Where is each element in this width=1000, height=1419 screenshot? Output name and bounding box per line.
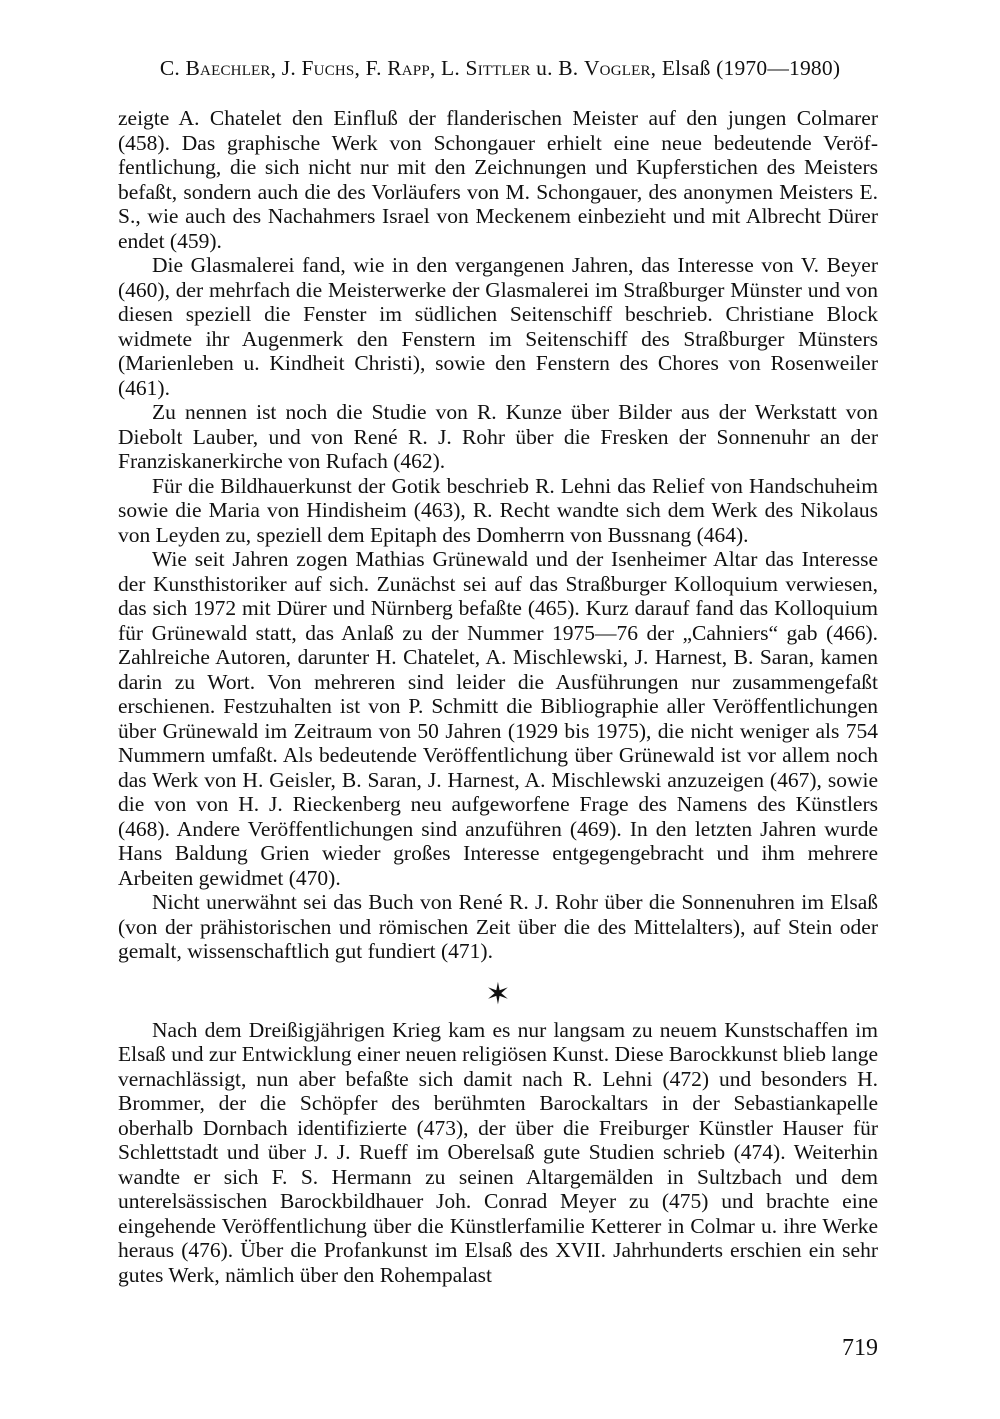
header-author-3-initial: , F. [354, 56, 388, 80]
header-author-3: Rapp [387, 56, 430, 80]
header-author-2-initial: , J. [270, 56, 302, 80]
paragraph: Nicht unerwähnt sei das Buch von René R. J. Rohr über die Sonnenuhren im Elsaß (von der prähistorischen und römischen Zeit über die des Mittelalters), auf Stein oder gemalt, wissenschaftlich gut fundiert (471). [118, 890, 878, 963]
paragraph: Die Glasmalerei fand, wie in den vergangenen Jahren, das Interesse von V. Beyer (460), der mehrfach die Meisterwerke der Glasmalerei im Straßburger Münster und von diesen speziell die Fenster im südlichen Seitenschiff beschrieb. Christiane Block widmete ihr Augenmerk den Fenstern im Seitenschiff des Straßburger Münsters (Marienleben u. Kindheit Christi), sowie den Fenstern des Chores von Rosenweiler (461). [118, 253, 878, 400]
paragraph: Nach dem Dreißigjährigen Krieg kam es nur langsam zu neuem Kunstschaffen im Elsaß und zur Entwicklung einer neuen religiösen Kunst. Diese Barockkunst blieb lange vernachlässigt, nun aber befaßte sich damit nach R. Lehni (472) und besonders H. Brommer, der die Schöpfer des berühmten Barockaltars in der Sebastiankapelle oberhalb Dornbach identifizierte (473), der über die Freiburger Künstler Hauser für Schlettstadt und über J. J. Rueff im Oberelsaß gute Studien schrieb (474). Weiterhin wandte er sich F. S. Hermann zu seinen Altargemälden in Sultzbach und dem unterelsässischen Barockbildhauer Joh. Conrad Meyer zu (475) und brachte eine eingehende Veröffentlichung über die Künstlerfamilie Ketterer in Colmar u. ihre Werke heraus (476). Über die Profankunst im Elsaß des XVII. Jahrhunderts erschien ein sehr gutes Werk, nämlich über den Rohempalast [118, 1017, 878, 1287]
section-divider-star-icon: ✶ [485, 977, 511, 1011]
header-author-1: Baechler [185, 56, 271, 80]
header-title: , Elsaß (1970—1980) [650, 56, 841, 80]
paragraph: Zu nennen ist noch die Studie von R. Kunze über Bilder aus der Werkstatt von Diebolt Lauber, und von René R. J. Rohr über die Fresken der Sonnenuhr an der Franziskanerkirche von Rufach (462). [118, 400, 878, 473]
header-author-5: Vogler [583, 56, 651, 80]
header-author-1-initial: C. [159, 56, 186, 80]
header-author-4: Sittler [465, 56, 531, 80]
header-conjunction: u. B. [530, 56, 584, 80]
header-author-4-initial: , L. [429, 56, 466, 80]
page-number: 719 [842, 1335, 878, 1361]
running-header [0, 56, 1000, 81]
header-author-2: Fuchs [301, 56, 355, 80]
paragraph: zeigte A. Chatelet den Einfluß der flanderischen Meister auf den jungen Colmarer (458). Das graphische Werk von Schongauer erhielt eine neue bedeutende Veröffentlichung, die sich nicht nur mit den Zeichnungen und Kupferstichen des Meisters befaßt, sondern auch die des Vorläufers von M. Schongauer, des anonymen Meisters E. S., wie auch des Nachahmers Israel von Meckenem einbezieht und mit Albrecht Dürer endet (459). [118, 106, 878, 253]
body-text [118, 106, 878, 1287]
paragraph: Für die Bildhauerkunst der Gotik beschrieb R. Lehni das Relief von Handschuheim sowie die Maria von Hindisheim (463), R. Recht wandte sich dem Werk des Nikolaus von Leyden zu, speziell dem Epitaph des Domherrn von Bussnang (464). [118, 473, 878, 547]
paragraph: Wie seit Jahren zogen Mathias Grünewald und der Isenheimer Altar das Interesse der Kunsthistoriker auf sich. Zunächst sei auf das Straßburger Kolloquium verwiesen, das sich 1972 mit Dürer und Nürnberg befaßte (465). Kurz darauf fand das Kolloquium für Grünewald statt, das Anlaß zu der Nummer 1975—76 der „Cahniers“ gab (466). Zahlreiche Autoren, darunter H. Chatelet, A. Mischlewski, J. Harnest, B. Saran, kamen darin zu Wort. Von mehreren sind leider die Ausführungen nur zusammengefaßt erschienen. Festzuhalten ist von P. Schmitt die Bibliographie aller Veröffentlichungen über Grünewald im Zeitraum von 50 Jahren (1929 bis 1975), die nicht weniger als 754 Nummern umfaßt. Als bedeutende Veröffentlichung über Grünewald ist vor allem noch das Werk von H. Geisler, B. Saran, J. Harnest, A. Mischlewski anzuzeigen (467), sowie die von von H. J. Rieckenberg neu aufgeworfene Frage des Namens des Künstlers (468). Andere Veröffentlichungen sind anzuführen (469). In den letzten Jahren wurde Hans Baldung Grien wieder großes Interesse entgegengebracht und ihm mehrere Arbeiten gewidmet (470). [118, 547, 878, 890]
